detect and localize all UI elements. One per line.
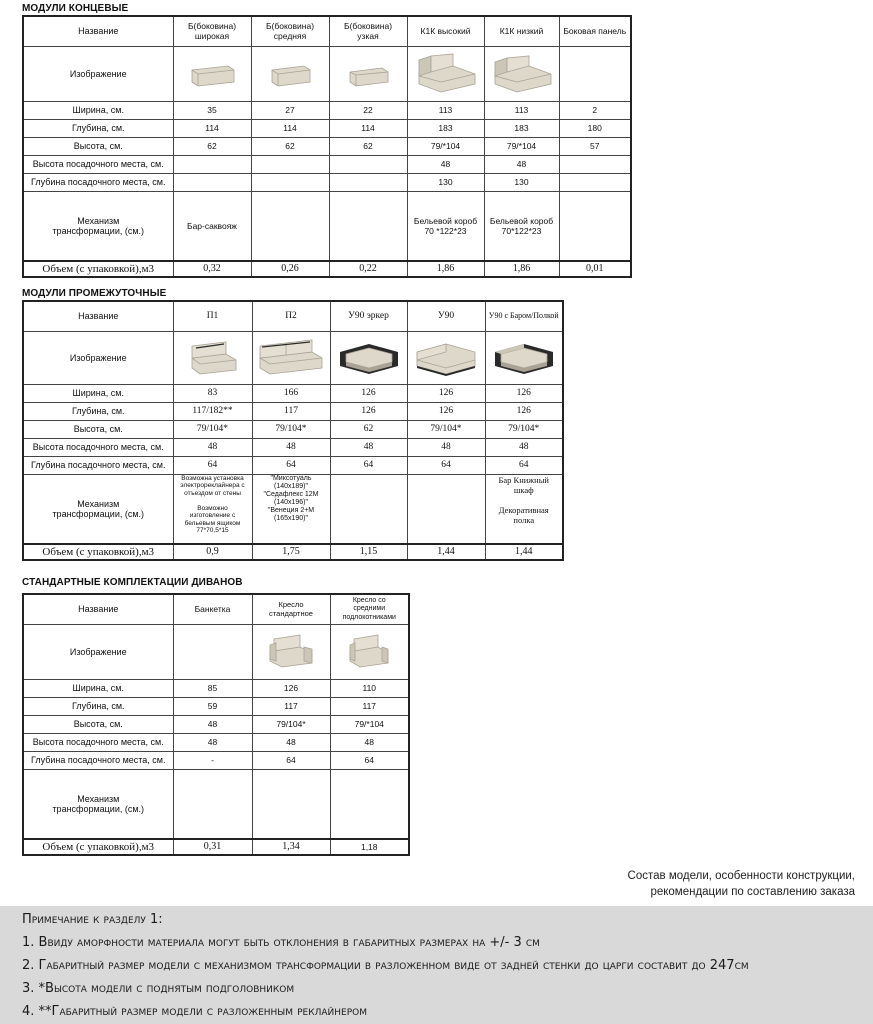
row-label-image: Изображение <box>23 46 173 101</box>
table-cell: 79/104* <box>407 420 485 438</box>
table-cell: 64 <box>252 456 330 474</box>
table-cell: 79/*104 <box>407 137 484 155</box>
caption-line: рекомендации по составлению заказа <box>650 886 855 898</box>
row-label-name: Название <box>23 16 173 46</box>
table-cell: 110 <box>330 679 409 697</box>
column-header: П1 <box>173 301 252 331</box>
table-cell: 114 <box>173 119 251 137</box>
product-image-armchair-medium-arms <box>330 624 409 679</box>
table-cell <box>251 191 329 261</box>
table-cell: 48 <box>252 733 330 751</box>
table-cell: 117 <box>252 697 330 715</box>
table-cell <box>252 769 330 839</box>
section-title-end-modules: МОДУЛИ КОНЦЕВЫЕ <box>22 3 129 14</box>
row-label-width: Ширина, см. <box>23 679 173 697</box>
table-cell: 1,86 <box>407 261 484 277</box>
table-cell: 0,32 <box>173 261 251 277</box>
table-cell: 64 <box>252 751 330 769</box>
table-cell: 126 <box>407 384 485 402</box>
note-item: 2. Габаритный размер модели с механизмом трансформации в разложенном виде от задней стенки до царги составит до 247см <box>22 958 749 973</box>
table-cell: 180 <box>559 119 631 137</box>
caption-line: Состав модели, особенности конструкции, <box>627 870 855 882</box>
table-cell: 1,44 <box>407 544 485 560</box>
table-cell: 1,15 <box>330 544 407 560</box>
column-header: Б(боковина) средняя <box>251 16 329 46</box>
product-image-p1 <box>173 331 252 384</box>
table-cell: 114 <box>251 119 329 137</box>
table-cell: Возможна установка электрореклайнера с отъездом от стены Возможно изготовление с бельевым ящиком 77*70,5*15 <box>173 474 252 544</box>
table-cell: 48 <box>407 155 484 173</box>
column-header: К1К высокий <box>407 16 484 46</box>
table-cell: 59 <box>173 697 252 715</box>
table-cell: 79/*104 <box>330 715 409 733</box>
row-label-seat-depth: Глубина посадочного места, см. <box>23 751 173 769</box>
table-cell: 79/104* <box>252 420 330 438</box>
table-cell: 1,34 <box>252 839 330 855</box>
table-cell: 48 <box>485 438 563 456</box>
row-label-depth: Глубина, см. <box>23 119 173 137</box>
column-header: Банкетка <box>173 594 252 624</box>
table-cell: Бельевой короб 70*122*23 <box>484 191 559 261</box>
table-cell: 166 <box>252 384 330 402</box>
table-cell: 113 <box>407 101 484 119</box>
table-cell <box>329 155 407 173</box>
table-cell: 48 <box>330 438 407 456</box>
row-label-seat-depth: Глубина посадочного места, см. <box>23 173 173 191</box>
table-cell: Бельевой короб 70 *122*23 <box>407 191 484 261</box>
row-label-height: Высота, см. <box>23 715 173 733</box>
table-cell: 126 <box>485 402 563 420</box>
column-header: К1К низкий <box>484 16 559 46</box>
table-cell: 85 <box>173 679 252 697</box>
middle-modules-table <box>22 300 564 561</box>
note-item: 4. **Габаритный размер модели с разложенным реклайнером <box>22 1004 368 1019</box>
table-cell: 117/182** <box>173 402 252 420</box>
table-cell <box>251 155 329 173</box>
product-image-k1k-high <box>407 46 484 101</box>
table-cell: Бар Книжный шкаф Декоративная полка <box>485 474 563 544</box>
table-cell: 64 <box>173 456 252 474</box>
table-cell: 57 <box>559 137 631 155</box>
row-label-height: Высота, см. <box>23 137 173 155</box>
table-cell: 62 <box>330 420 407 438</box>
table-cell <box>173 173 251 191</box>
table-cell: 48 <box>173 733 252 751</box>
row-label-name: Название <box>23 594 173 624</box>
table-cell: 0,9 <box>173 544 252 560</box>
table-cell: 62 <box>251 137 329 155</box>
table-cell: 117 <box>330 697 409 715</box>
row-label-height: Высота, см. <box>23 420 173 438</box>
table-cell: 48 <box>407 438 485 456</box>
table-cell <box>559 155 631 173</box>
table-cell: 126 <box>252 679 330 697</box>
table-cell: 0,26 <box>251 261 329 277</box>
table-cell: 64 <box>407 456 485 474</box>
table-cell: 1,75 <box>252 544 330 560</box>
table-cell: 126 <box>407 402 485 420</box>
table-cell <box>407 474 485 544</box>
table-cell: 79/104* <box>173 420 252 438</box>
column-header: П2 <box>252 301 330 331</box>
column-header: Кресло стандартное <box>252 594 330 624</box>
table-cell: 79/104* <box>485 420 563 438</box>
table-cell: 48 <box>484 155 559 173</box>
table-cell: 27 <box>251 101 329 119</box>
table-cell: - <box>173 751 252 769</box>
row-label-volume: Объем (с упаковкой),м3 <box>23 839 173 855</box>
row-label-volume: Объем (с упаковкой),м3 <box>23 544 173 560</box>
table-cell: 126 <box>330 402 407 420</box>
row-label-seat-height: Высота посадочного места, см. <box>23 438 173 456</box>
row-label-width: Ширина, см. <box>23 101 173 119</box>
row-label-volume: Объем (с упаковкой),м3 <box>23 261 173 277</box>
column-header: У90 <box>407 301 485 331</box>
row-label-mechanism: Механизм трансформации, (см.) <box>23 191 173 261</box>
product-image-u90 <box>407 331 485 384</box>
table-cell: 62 <box>173 137 251 155</box>
table-cell: 0,31 <box>173 839 252 855</box>
table-cell <box>559 191 631 261</box>
table-cell: 1,44 <box>485 544 563 560</box>
product-image-u90-bar-shelf <box>485 331 563 384</box>
product-image-empty <box>173 624 252 679</box>
product-image-k1k-low <box>484 46 559 101</box>
table-cell: 83 <box>173 384 252 402</box>
product-image-u90-bay <box>330 331 407 384</box>
table-cell <box>173 155 251 173</box>
column-header: У90 с Баром/Полкой <box>485 301 563 331</box>
section-title-standard-sets: СТАНДАРТНЫЕ КОМПЛЕКТАЦИИ ДИВАНОВ <box>22 577 243 588</box>
product-image-p2 <box>252 331 330 384</box>
column-header: Кресло со средними подлокотниками <box>330 594 409 624</box>
table-cell: 0,01 <box>559 261 631 277</box>
notes-panel <box>0 906 873 1024</box>
table-cell: 183 <box>484 119 559 137</box>
row-label-mechanism: Механизм трансформации, (см.) <box>23 474 173 544</box>
section-title-middle-modules: МОДУЛИ ПРОМЕЖУТОЧНЫЕ <box>22 288 167 299</box>
table-cell: 126 <box>330 384 407 402</box>
table-cell: 0,22 <box>329 261 407 277</box>
table-cell: 1,86 <box>484 261 559 277</box>
table-cell: "Миксотуаль (140х189)" "Седафлекс 12М (140х196)" "Венеция 2+М (165х190)" <box>252 474 330 544</box>
table-cell: 62 <box>329 137 407 155</box>
standard-sets-table <box>22 593 410 856</box>
product-image-armrest-narrow <box>329 46 407 101</box>
row-label-image: Изображение <box>23 331 173 384</box>
row-label-mechanism: Механизм трансформации, (см.) <box>23 769 173 839</box>
table-cell: Бар-саквояж <box>173 191 251 261</box>
section-caption <box>628 868 855 900</box>
table-cell: 48 <box>252 438 330 456</box>
table-cell: 48 <box>330 733 409 751</box>
row-label-seat-depth: Глубина посадочного места, см. <box>23 456 173 474</box>
table-cell <box>329 191 407 261</box>
note-item: 3. *Высота модели с поднятым подголовником <box>22 981 295 996</box>
table-cell <box>330 769 409 839</box>
table-cell: 48 <box>173 715 252 733</box>
row-label-image: Изображение <box>23 624 173 679</box>
table-cell: 114 <box>329 119 407 137</box>
table-cell: 64 <box>485 456 563 474</box>
column-header: Боковая панель <box>559 16 631 46</box>
table-cell: 130 <box>484 173 559 191</box>
table-cell: 64 <box>330 456 407 474</box>
row-label-name: Название <box>23 301 173 331</box>
table-cell <box>251 173 329 191</box>
product-image-empty <box>559 46 631 101</box>
product-image-armchair-standard <box>252 624 330 679</box>
table-cell: 64 <box>330 751 409 769</box>
notes-title: Примечание к разделу 1: <box>22 912 163 927</box>
table-cell <box>329 173 407 191</box>
table-cell: 48 <box>173 438 252 456</box>
table-cell: 22 <box>329 101 407 119</box>
row-label-seat-height: Высота посадочного места, см. <box>23 155 173 173</box>
table-cell: 130 <box>407 173 484 191</box>
table-cell <box>330 474 407 544</box>
column-header: У90 эркер <box>330 301 407 331</box>
row-label-width: Ширина, см. <box>23 384 173 402</box>
table-cell: 117 <box>252 402 330 420</box>
table-cell: 1,18 <box>330 839 409 855</box>
note-item: 1. Ввиду аморфности материала могут быть отклонения в габаритных размерах на +/- 3 см <box>22 935 540 950</box>
table-cell: 79/*104 <box>484 137 559 155</box>
column-header: Б(боковина) широкая <box>173 16 251 46</box>
table-cell <box>173 769 252 839</box>
table-cell: 2 <box>559 101 631 119</box>
table-cell: 113 <box>484 101 559 119</box>
table-cell: 79/104* <box>252 715 330 733</box>
end-modules-table <box>22 15 632 278</box>
table-cell: 35 <box>173 101 251 119</box>
product-image-armrest-wide <box>173 46 251 101</box>
row-label-depth: Глубина, см. <box>23 402 173 420</box>
table-cell: 183 <box>407 119 484 137</box>
column-header: Б(боковина) узкая <box>329 16 407 46</box>
row-label-depth: Глубина, см. <box>23 697 173 715</box>
row-label-seat-height: Высота посадочного места, см. <box>23 733 173 751</box>
table-cell <box>559 173 631 191</box>
product-image-armrest-medium <box>251 46 329 101</box>
table-cell: 126 <box>485 384 563 402</box>
